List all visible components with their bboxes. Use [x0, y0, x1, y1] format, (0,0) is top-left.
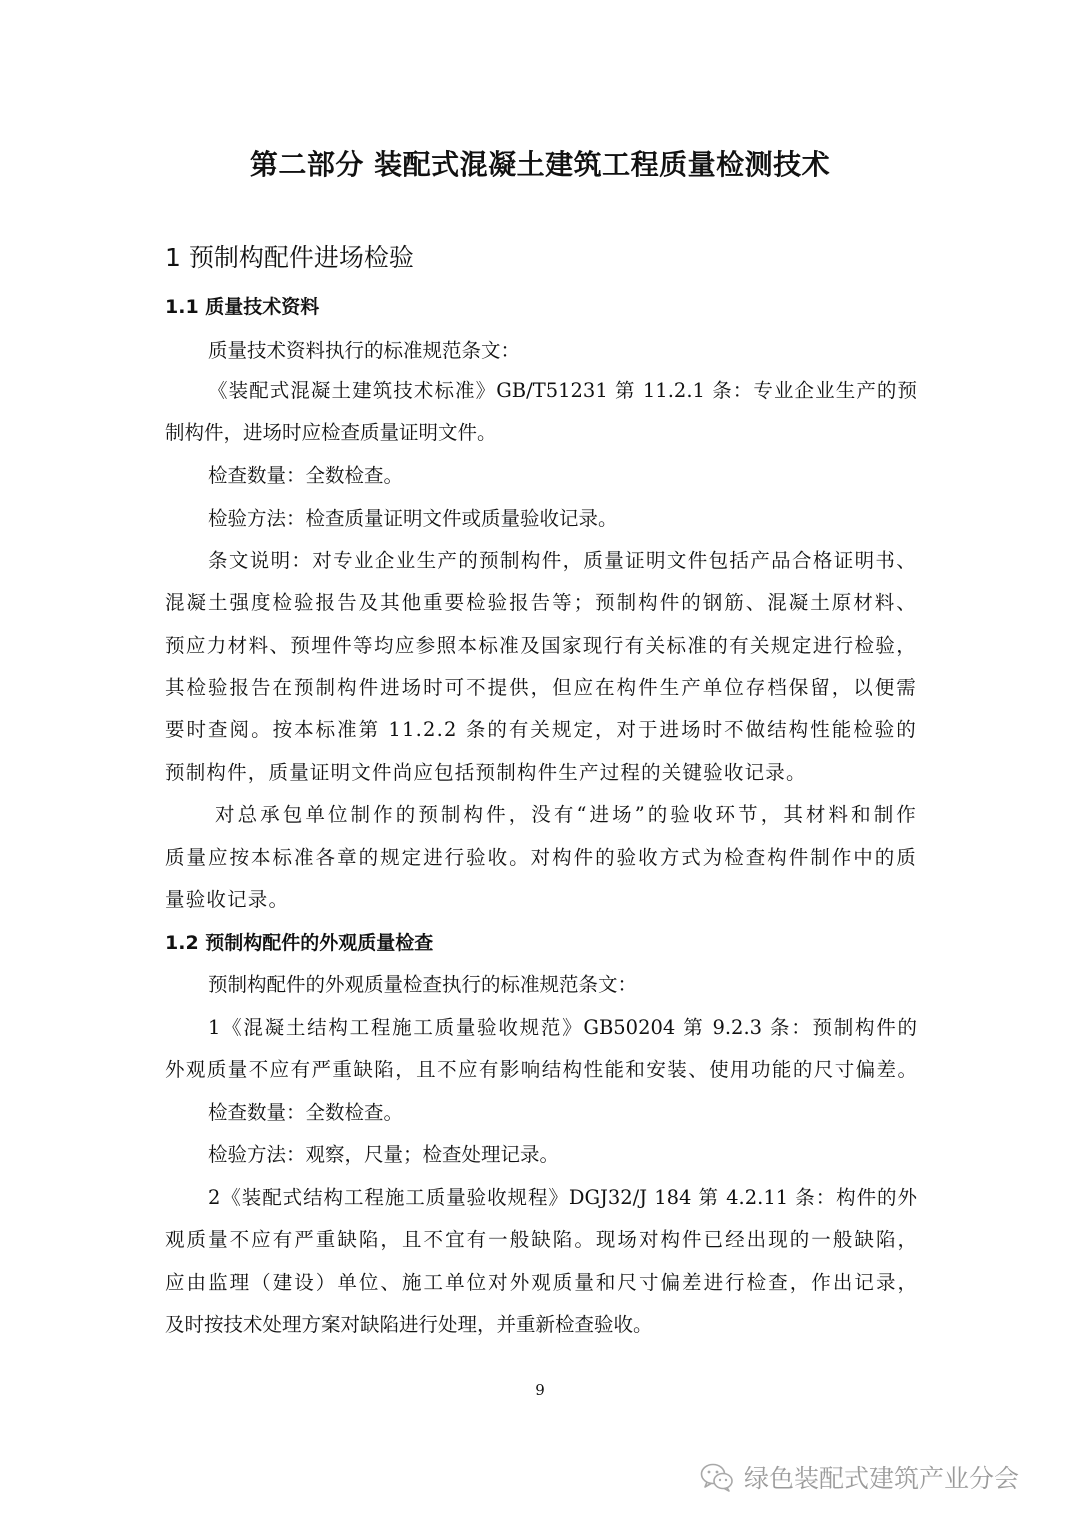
paragraph-line: 其检验报告在预制构件进场时可不提供，但应在构件生产单位存档保留，以便需	[165, 676, 917, 699]
paragraph-line: 预制构配件的外观质量检查执行的标准规范条文：	[208, 973, 638, 996]
paragraph-line: 《装配式混凝土建筑技术标准》GB/T51231 第 11.2.1 条：专业企业生产的预	[208, 379, 917, 402]
paragraph-line: 检验方法：观察，尺量；检查处理记录。	[208, 1143, 560, 1166]
paragraph-line: 应由监理（建设）单位、施工单位对外观质量和尺寸偏差进行检查，作出记录，	[165, 1271, 917, 1294]
page-number: 9	[535, 1381, 545, 1399]
paragraph-line: 量验收记录。	[165, 888, 290, 911]
paragraph-line: 外观质量不应有严重缺陷，且不应有影响结构性能和安装、使用功能的尺寸偏差。	[165, 1058, 917, 1081]
paragraph-line: 检验方法：检查质量证明文件或质量验收记录。	[208, 507, 618, 530]
page-title: 第二部分 装配式混凝土建筑工程质量检测技术	[249, 148, 831, 181]
paragraph-line: 条文说明：对专业企业生产的预制构件，质量证明文件包括产品合格证明书、	[208, 549, 917, 572]
paragraph-line: 2《装配式结构工程施工质量验收规程》DGJ32/J 184 第 4.2.11 条：构件的外	[208, 1186, 917, 1209]
paragraph-line: 检查数量：全数检查。	[208, 1101, 404, 1124]
paragraph-line: 预制构件，质量证明文件尚应包括预制构件生产过程的关键验收记录。	[165, 761, 807, 784]
paragraph-line: 1《混凝土结构工程施工质量验收规范》GB50204 第 9.2.3 条：预制构件的	[208, 1016, 917, 1039]
watermark-text: 绿色装配式建筑产业分会	[744, 1464, 1020, 1493]
paragraph-line: 及时按技术处理方案对缺陷进行处理，并重新检查验收。	[165, 1313, 653, 1336]
paragraph-line: 质量技术资料执行的标准规范条文：	[208, 339, 521, 362]
paragraph-line: 观质量不应有严重缺陷，且不宜有一般缺陷。现场对构件已经出现的一般缺陷，	[165, 1228, 917, 1251]
paragraph-line: 对总承包单位制作的预制构件，没有“进场”的验收环节，其材料和制作	[215, 803, 917, 826]
watermark	[700, 1455, 1019, 1499]
section-1-1-heading: 1.1 质量技术资料	[165, 296, 320, 318]
paragraph-line: 预应力材料、预埋件等均应参照本标准及国家现行有关标准的有关规定进行检验，	[165, 634, 917, 657]
paragraph-line: 检查数量：全数检查。	[208, 464, 404, 487]
section-1-heading: 1 预制构配件进场检验	[165, 243, 414, 272]
paragraph-line: 制构件，进场时应检查质量证明文件。	[165, 421, 497, 444]
paragraph-line: 要时查阅。按本标准第 11.2.2 条的有关规定，对于进场时不做结构性能检验的	[165, 718, 917, 741]
section-1-2-heading: 1.2 预制构配件的外观质量检查	[165, 932, 434, 954]
wechat-icon	[700, 1462, 734, 1492]
paragraph-line: 质量应按本标准各章的规定进行验收。对构件的验收方式为检查构件制作中的质	[165, 846, 917, 869]
paragraph-line: 混凝土强度检验报告及其他重要检验报告等；预制构件的钢筋、混凝土原材料、	[165, 591, 917, 614]
